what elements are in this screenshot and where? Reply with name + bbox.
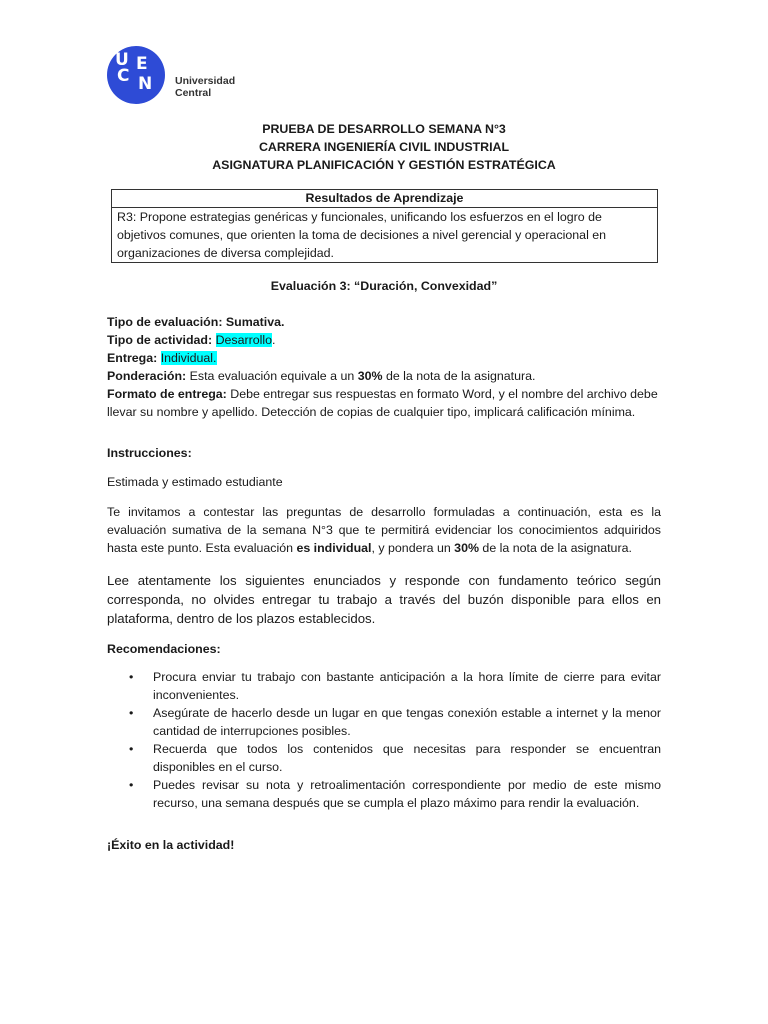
instructions-paragraph-2: Lee atentamente los siguientes enunciados y responde con fundamento teórico según corresponda, no olvides entregar tu trabajo a través del buzón disponible para ellos en plataforma, dentro de los plazos establecidos.: [107, 573, 661, 626]
activity-type: Tipo de actividad: Desarrollo.: [107, 333, 276, 347]
weighting: Ponderación: Esta evaluación equivale a un 30% de la nota de la asignatura.: [107, 369, 536, 383]
header-line-3: ASIGNATURA PLANIFICACIÓN Y GESTIÓN ESTRATÉGICA: [212, 158, 556, 172]
recommendations-heading: Recomendaciones:: [107, 642, 221, 656]
university-logo: [107, 44, 237, 106]
logo-letter-e: E: [136, 54, 148, 74]
learning-results-table: [111, 189, 658, 263]
logo-letter-u: U: [115, 50, 129, 70]
bullet-icon: •: [129, 742, 134, 756]
delivery-format: Formato de entrega: Debe entregar sus respuestas en formato Word, y el nombre del archivo debe llevar su nombre y apellido. Detección de copias de cualquier tipo, implicará calificación mínima.: [107, 387, 658, 419]
bullet-icon: •: [129, 778, 134, 792]
evaluation-type: Tipo de evaluación: Sumativa.: [107, 315, 285, 329]
bullet-icon: •: [129, 670, 134, 684]
logo-wordmark: [175, 75, 235, 99]
logo-letter-c: C: [117, 66, 130, 86]
header-line-2: CARRERA INGENIERÍA CIVIL INDUSTRIAL: [258, 140, 510, 154]
logo-letter-n: N: [138, 74, 153, 94]
list-item: • Puedes revisar su nota y retroalimentación correspondiente por medio de este mismo recurso, una semana después que se cumpla el plazo máximo para rendir la evaluación.: [129, 778, 661, 810]
bullet-icon: •: [129, 706, 134, 720]
logo-line-2: Central: [175, 87, 212, 99]
instructions-heading: Instrucciones:: [107, 446, 192, 460]
closing-message: ¡Éxito en la actividad!: [107, 838, 235, 852]
logo-line-1: Universidad: [175, 75, 236, 87]
learning-results-heading: Resultados de Aprendizaje: [112, 190, 658, 208]
greeting: Estimada y estimado estudiante: [107, 475, 283, 489]
activity-type-highlight: Desarrollo: [215, 333, 273, 347]
instructions-paragraph-1: Te invitamos a contestar las preguntas de desarrollo formuladas a continuación, esta es la evaluación sumativa de la semana N°3 que te permitirá evidenciar los conocimientos adquiridos hasta este punto. Esta evaluación es individual, y pondera un 30% de la nota de la asignatura.: [107, 505, 661, 555]
list-item: • Asegúrate de hacerlo desde un lugar en que tengas conexión estable a internet y la menor cantidad de interrupciones posibles.: [129, 706, 661, 738]
learning-results-text: R3: Propone estrategias genéricas y funcionales, unificando los esfuerzos en el logro de objetivos comunes, que orienten la toma de decisiones a nivel gerencial y operacional en organizaciones de diversa complejidad.: [112, 208, 658, 263]
delivery-mode: Entrega: Individual.: [107, 351, 217, 365]
delivery-highlight: Individual.: [160, 351, 217, 365]
evaluation-title: Evaluación 3: “Duración, Convexidad”: [270, 279, 498, 293]
evaluation-meta: [107, 313, 661, 421]
list-item: • Recuerda que todos los contenidos que necesitas para responder se encuentran disponibles en el curso.: [129, 742, 661, 774]
logo-emblem: [107, 46, 165, 104]
document-header: [107, 120, 661, 174]
header-line-1: PRUEBA DE DESARROLLO SEMANA N°3: [262, 122, 506, 136]
recommendations-list: [107, 668, 661, 812]
list-item: • Procura enviar tu trabajo con bastante anticipación a la hora límite de cierre para evitar inconvenientes.: [129, 670, 661, 702]
